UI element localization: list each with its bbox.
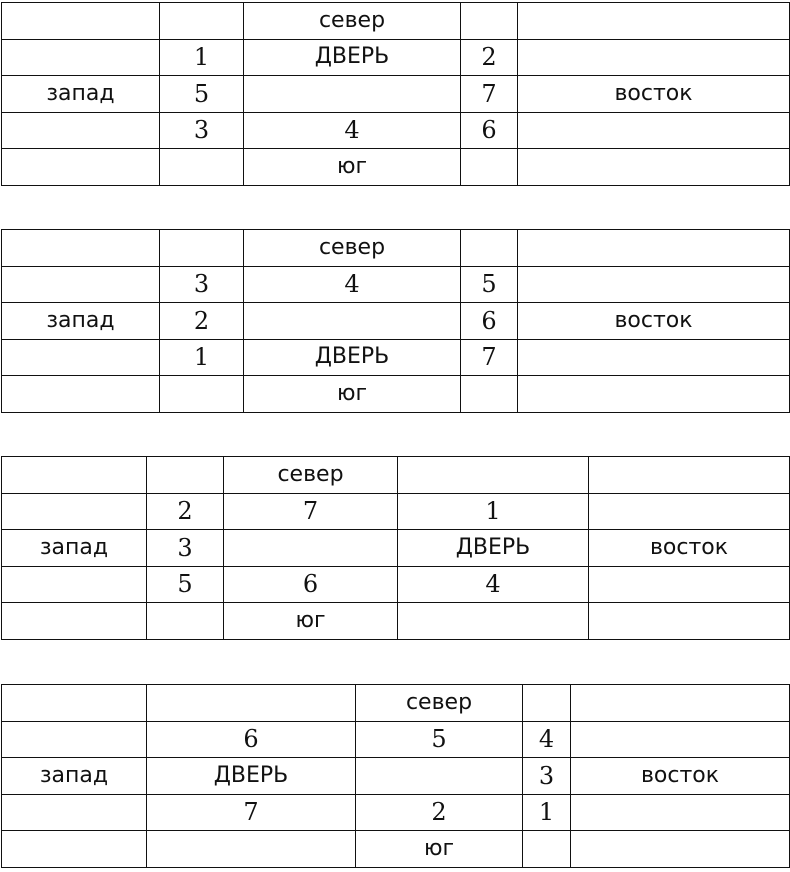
- table-cell: [589, 603, 790, 640]
- table-cell: [589, 493, 790, 530]
- table-row: [2, 266, 790, 303]
- table-cell: [244, 303, 461, 340]
- table-row: [2, 339, 790, 376]
- compass-table-1: [1, 2, 790, 186]
- table-row: [2, 230, 790, 267]
- table-cell: 6: [461, 303, 518, 340]
- table-cell: [2, 794, 147, 831]
- west-label: запад: [2, 303, 160, 340]
- table-cell: 7: [461, 339, 518, 376]
- table-cell: 6: [147, 721, 356, 758]
- table-cell: [2, 39, 160, 76]
- table-row: [2, 76, 790, 113]
- table-cell: [2, 566, 147, 603]
- table-cell: [2, 493, 147, 530]
- table-cell: [160, 376, 244, 413]
- table-cell: [461, 376, 518, 413]
- table-cell: [2, 149, 160, 186]
- south-label: юг: [244, 376, 461, 413]
- south-label: юг: [244, 149, 461, 186]
- south-label: юг: [356, 831, 523, 868]
- west-label: запад: [2, 530, 147, 567]
- table-cell: 3: [160, 112, 244, 149]
- table-row: [2, 603, 790, 640]
- west-label: запад: [2, 76, 160, 113]
- table-row: [2, 493, 790, 530]
- table-cell: [147, 831, 356, 868]
- table-row: [2, 149, 790, 186]
- table-cell: [461, 230, 518, 267]
- table-cell: 6: [224, 566, 398, 603]
- table-cell: 4: [523, 721, 571, 758]
- table-cell: 5: [160, 76, 244, 113]
- table-row: [2, 112, 790, 149]
- table-cell: [160, 149, 244, 186]
- table-cell: [160, 230, 244, 267]
- east-label: восток: [571, 758, 790, 795]
- table-cell: [461, 149, 518, 186]
- table-row: [2, 566, 790, 603]
- table-row: [2, 721, 790, 758]
- table-cell: [224, 530, 398, 567]
- table-cell: [518, 112, 790, 149]
- table-cell: 1: [523, 794, 571, 831]
- table-cell: [518, 230, 790, 267]
- table-cell: 7: [224, 493, 398, 530]
- table-cell: 5: [461, 266, 518, 303]
- table-row: [2, 376, 790, 413]
- table-cell: [461, 3, 518, 40]
- table-cell: [589, 566, 790, 603]
- table-cell: [356, 758, 523, 795]
- table-cell: 1: [160, 39, 244, 76]
- table-cell: 1: [398, 493, 589, 530]
- table-cell: 5: [356, 721, 523, 758]
- table-cell: [518, 3, 790, 40]
- table-cell: 6: [461, 112, 518, 149]
- table-row: [2, 39, 790, 76]
- compass-table-3: [1, 456, 790, 640]
- table-cell: [518, 266, 790, 303]
- table-cell: [160, 3, 244, 40]
- table-cell: 7: [461, 76, 518, 113]
- table-cell: [571, 685, 790, 722]
- table-cell: [518, 339, 790, 376]
- table-row: [2, 685, 790, 722]
- table-row: [2, 530, 790, 567]
- table-cell: [2, 457, 147, 494]
- west-label: запад: [2, 758, 147, 795]
- table-row: [2, 758, 790, 795]
- table-cell: [147, 685, 356, 722]
- table-cell: 3: [147, 530, 224, 567]
- east-label: восток: [518, 76, 790, 113]
- door-label: ДВЕРЬ: [244, 339, 461, 376]
- table-cell: 4: [244, 266, 461, 303]
- table-cell: [2, 339, 160, 376]
- table-cell: [2, 266, 160, 303]
- table-cell: [398, 457, 589, 494]
- table-cell: [518, 149, 790, 186]
- table-cell: 7: [147, 794, 356, 831]
- table-cell: [147, 457, 224, 494]
- table-cell: [2, 831, 147, 868]
- table-cell: 3: [160, 266, 244, 303]
- table-cell: [2, 685, 147, 722]
- east-label: восток: [589, 530, 790, 567]
- table-row: [2, 831, 790, 868]
- table-cell: [518, 39, 790, 76]
- table-cell: [2, 112, 160, 149]
- north-label: север: [244, 230, 461, 267]
- table-cell: [571, 721, 790, 758]
- north-label: север: [356, 685, 523, 722]
- table-cell: [244, 76, 461, 113]
- table-cell: [518, 376, 790, 413]
- table-cell: [2, 376, 160, 413]
- table-cell: [2, 721, 147, 758]
- table-cell: 2: [356, 794, 523, 831]
- table-cell: [2, 603, 147, 640]
- table-cell: 2: [147, 493, 224, 530]
- table-cell: [571, 831, 790, 868]
- table-row: [2, 457, 790, 494]
- north-label: север: [244, 3, 461, 40]
- door-label: ДВЕРЬ: [147, 758, 356, 795]
- table-cell: 5: [147, 566, 224, 603]
- table-cell: 3: [523, 758, 571, 795]
- table-cell: [589, 457, 790, 494]
- table-row: [2, 303, 790, 340]
- table-row: [2, 3, 790, 40]
- table-cell: 2: [160, 303, 244, 340]
- door-label: ДВЕРЬ: [398, 530, 589, 567]
- table-cell: 1: [160, 339, 244, 376]
- east-label: восток: [518, 303, 790, 340]
- table-cell: [398, 603, 589, 640]
- table-row: [2, 794, 790, 831]
- table-cell: 4: [398, 566, 589, 603]
- table-cell: [523, 831, 571, 868]
- south-label: юг: [224, 603, 398, 640]
- table-cell: 4: [244, 112, 461, 149]
- compass-table-2: [1, 229, 790, 413]
- table-cell: 2: [461, 39, 518, 76]
- compass-table-4: [1, 684, 790, 868]
- table-cell: [523, 685, 571, 722]
- table-cell: [2, 230, 160, 267]
- table-cell: [147, 603, 224, 640]
- table-cell: [2, 3, 160, 40]
- door-label: ДВЕРЬ: [244, 39, 461, 76]
- north-label: север: [224, 457, 398, 494]
- table-cell: [571, 794, 790, 831]
